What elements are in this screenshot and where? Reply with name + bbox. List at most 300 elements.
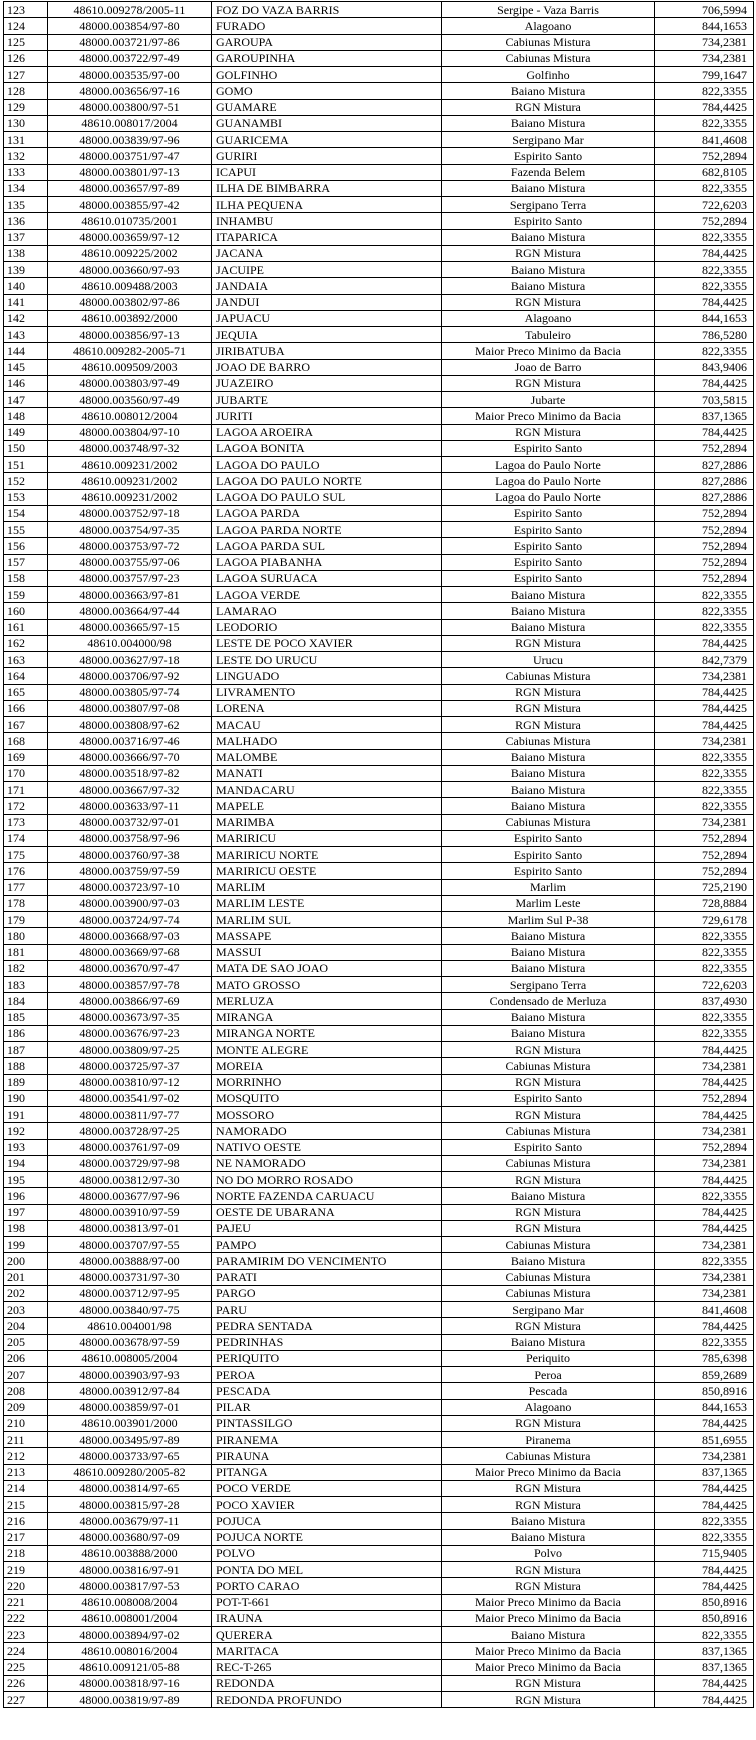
row-number: 135 [4,197,48,213]
table-row [4,733,754,749]
table-row [4,1432,754,1448]
field-name: GAROUPA [212,34,442,50]
oil-stream: Condensado de Merluza [442,993,655,1009]
field-name: IRAUNA [212,1610,442,1626]
oil-stream: Espirito Santo [442,213,655,229]
oil-stream: Urucu [442,652,655,668]
field-name: MERLUZA [212,993,442,1009]
process-number: 48610.008016/2004 [48,1643,212,1659]
row-number: 126 [4,50,48,66]
process-number: 48000.003819/97-89 [48,1692,212,1708]
process-number: 48000.003748/97-32 [48,440,212,456]
oil-stream: RGN Mistura [442,1042,655,1058]
price-value: 822,3355 [655,749,754,765]
oil-stream: Fazenda Belem [442,164,655,180]
oil-stream: Espirito Santo [442,570,655,586]
oil-stream: Espirito Santo [442,148,655,164]
process-number: 48000.003733/97-65 [48,1448,212,1464]
oil-stream: RGN Mistura [442,1675,655,1691]
oil-stream: Tabuleiro [442,327,655,343]
process-number: 48000.003663/97-81 [48,587,212,603]
table-row [4,798,754,814]
price-value: 822,3355 [655,229,754,245]
table-row [4,1107,754,1123]
table-row [4,1090,754,1106]
field-name: LAGOA PARDA [212,505,442,521]
oil-stream: Espirito Santo [442,847,655,863]
row-number: 216 [4,1513,48,1529]
oil-stream: Joao de Barro [442,359,655,375]
oil-stream: Baiano Mistura [442,603,655,619]
price-value: 784,4425 [655,684,754,700]
price-value: 734,2381 [655,34,754,50]
price-value: 837,1365 [655,1659,754,1675]
table-row [4,99,754,115]
oil-stream: Marlim Leste [442,895,655,911]
price-value: 752,2894 [655,440,754,456]
price-value: 822,3355 [655,798,754,814]
price-value: 784,4425 [655,1415,754,1431]
table-row [4,847,754,863]
row-number: 171 [4,782,48,798]
table-row [4,310,754,326]
row-number: 225 [4,1659,48,1675]
process-number: 48000.003801/97-13 [48,164,212,180]
row-number: 195 [4,1172,48,1188]
price-value: 729,6178 [655,912,754,928]
row-number: 147 [4,392,48,408]
price-value: 841,4608 [655,132,754,148]
price-value: 734,2381 [655,668,754,684]
price-value: 843,9406 [655,359,754,375]
field-name: JACUIPE [212,262,442,278]
row-number: 153 [4,489,48,505]
price-value: 682,8105 [655,164,754,180]
table-row [4,1237,754,1253]
row-number: 125 [4,34,48,50]
table-row [4,1513,754,1529]
process-number: 48000.003761/97-09 [48,1139,212,1155]
process-number: 48000.003712/97-95 [48,1285,212,1301]
process-number: 48000.003753/97-72 [48,538,212,554]
row-number: 154 [4,505,48,521]
price-value: 822,3355 [655,278,754,294]
oil-stream: Espirito Santo [442,863,655,879]
row-number: 194 [4,1155,48,1171]
field-name: MANATI [212,765,442,781]
price-value: 722,6203 [655,977,754,993]
table-row [4,1302,754,1318]
field-name: ILHA PEQUENA [212,197,442,213]
field-name: JACANA [212,245,442,261]
field-name: MANDACARU [212,782,442,798]
table-row [4,1318,754,1334]
table-row [4,1529,754,1545]
row-number: 221 [4,1594,48,1610]
table-row [4,18,754,34]
row-number: 205 [4,1334,48,1350]
row-number: 196 [4,1188,48,1204]
oil-stream: Baiano Mistura [442,765,655,781]
row-number: 188 [4,1058,48,1074]
table-row [4,993,754,1009]
table-row [4,67,754,83]
oil-stream: RGN Mistura [442,635,655,651]
oil-stream: RGN Mistura [442,1107,655,1123]
field-name: JANDUI [212,294,442,310]
process-number: 48610.008017/2004 [48,115,212,131]
row-number: 131 [4,132,48,148]
table-row [4,538,754,554]
price-value: 784,4425 [655,1172,754,1188]
oil-stream: Baiano Mistura [442,587,655,603]
oil-stream: Espirito Santo [442,522,655,538]
process-number: 48000.003809/97-25 [48,1042,212,1058]
row-number: 220 [4,1578,48,1594]
row-number: 167 [4,717,48,733]
table-row [4,505,754,521]
table-row [4,912,754,928]
table-row [4,635,754,651]
process-number: 48000.003677/97-96 [48,1188,212,1204]
price-value: 734,2381 [655,1155,754,1171]
row-number: 212 [4,1448,48,1464]
table-row [4,1545,754,1561]
field-name: FOZ DO VAZA BARRIS [212,2,442,18]
row-number: 176 [4,863,48,879]
table-row [4,132,754,148]
table-row [4,115,754,131]
row-number: 191 [4,1107,48,1123]
price-value: 784,4425 [655,700,754,716]
process-number: 48000.003670/97-47 [48,960,212,976]
row-number: 193 [4,1139,48,1155]
table-row [4,1610,754,1626]
oil-stream: Maior Preco Minimo da Bacia [442,1659,655,1675]
process-number: 48000.003812/97-30 [48,1172,212,1188]
field-name: OESTE DE UBARANA [212,1204,442,1220]
table-row [4,1480,754,1496]
field-name: MARIRICU OESTE [212,863,442,879]
process-number: 48000.003656/97-16 [48,83,212,99]
row-number: 156 [4,538,48,554]
row-number: 133 [4,164,48,180]
table-row [4,928,754,944]
oil-stream: Espirito Santo [442,554,655,570]
price-value: 837,1365 [655,1464,754,1480]
price-value: 844,1653 [655,310,754,326]
table-row [4,148,754,164]
field-name: MALOMBE [212,749,442,765]
row-number: 124 [4,18,48,34]
process-number: 48000.003855/97-42 [48,197,212,213]
table-row [4,1464,754,1480]
process-number: 48000.003669/97-68 [48,944,212,960]
price-value: 784,4425 [655,375,754,391]
price-value: 784,4425 [655,1220,754,1236]
table-row [4,1659,754,1675]
oil-stream: Alagoano [442,1399,655,1415]
field-name: PAJEU [212,1220,442,1236]
field-name: JAPUACU [212,310,442,326]
field-name: MARIRICU NORTE [212,847,442,863]
table-row [4,180,754,196]
process-number: 48000.003807/97-08 [48,700,212,716]
oil-stream: Maior Preco Minimo da Bacia [442,1610,655,1626]
table-row [4,895,754,911]
field-name: PAMPO [212,1237,442,1253]
oil-stream: Marlim [442,879,655,895]
field-name: POT-T-661 [212,1594,442,1610]
price-value: 784,4425 [655,1042,754,1058]
field-name: LAGOA DO PAULO SUL [212,489,442,505]
process-number: 48000.003808/97-62 [48,717,212,733]
row-number: 161 [4,619,48,635]
price-value: 784,4425 [655,1578,754,1594]
oil-stream: Pescada [442,1383,655,1399]
row-number: 177 [4,879,48,895]
process-number: 48000.003668/97-03 [48,928,212,944]
oil-stream: Baiano Mistura [442,83,655,99]
field-name: LAGOA DO PAULO NORTE [212,473,442,489]
oil-stream: Marlim Sul P-38 [442,912,655,928]
price-value: 734,2381 [655,814,754,830]
field-name: PONTA DO MEL [212,1562,442,1578]
table-row [4,814,754,830]
table-row [4,570,754,586]
row-number: 172 [4,798,48,814]
field-name: POCO XAVIER [212,1497,442,1513]
oil-stream: Cabiunas Mistura [442,1155,655,1171]
row-number: 142 [4,310,48,326]
oil-stream: Espirito Santo [442,440,655,456]
price-value: 706,5994 [655,2,754,18]
table-row [4,1692,754,1708]
process-number: 48610.009280/2005-82 [48,1464,212,1480]
process-number: 48000.003912/97-84 [48,1383,212,1399]
process-number: 48610.009282-2005-71 [48,343,212,359]
price-value: 837,1365 [655,1643,754,1659]
price-value: 827,2886 [655,489,754,505]
process-number: 48000.003627/97-18 [48,652,212,668]
field-name: PARAMIRIM DO VENCIMENTO [212,1253,442,1269]
process-number: 48000.003751/97-47 [48,148,212,164]
table-row [4,1253,754,1269]
oil-stream: Cabiunas Mistura [442,50,655,66]
field-name: NATIVO OESTE [212,1139,442,1155]
process-number: 48000.003659/97-12 [48,229,212,245]
row-number: 185 [4,1009,48,1025]
process-number: 48000.003680/97-09 [48,1529,212,1545]
process-number: 48000.003839/97-96 [48,132,212,148]
field-name: JANDAIA [212,278,442,294]
table-row [4,700,754,716]
field-name: PARGO [212,1285,442,1301]
row-number: 160 [4,603,48,619]
row-number: 140 [4,278,48,294]
oil-stream: Maior Preco Minimo da Bacia [442,1643,655,1659]
row-number: 159 [4,587,48,603]
row-number: 145 [4,359,48,375]
field-name: LIVRAMENTO [212,684,442,700]
table-row [4,863,754,879]
oil-stream: Cabiunas Mistura [442,814,655,830]
oil-stream: Lagoa do Paulo Norte [442,457,655,473]
price-value: 827,2886 [655,457,754,473]
price-value: 822,3355 [655,587,754,603]
price-value: 837,4930 [655,993,754,1009]
process-number: 48000.003802/97-86 [48,294,212,310]
row-number: 208 [4,1383,48,1399]
row-number: 204 [4,1318,48,1334]
price-value: 715,9405 [655,1545,754,1561]
process-number: 48000.003856/97-13 [48,327,212,343]
oil-stream: Baiano Mistura [442,960,655,976]
process-number: 48000.003731/97-30 [48,1269,212,1285]
field-name: MARLIM [212,879,442,895]
row-number: 132 [4,148,48,164]
table-row [4,457,754,473]
process-number: 48000.003732/97-01 [48,814,212,830]
process-number: 48610.008012/2004 [48,408,212,424]
process-number: 48000.003757/97-23 [48,570,212,586]
oil-stream: Baiano Mistura [442,1529,655,1545]
price-value: 837,1365 [655,408,754,424]
field-name: NE NAMORADO [212,1155,442,1171]
process-number: 48000.003800/97-51 [48,99,212,115]
table-row [4,977,754,993]
field-name: LAGOA PIABANHA [212,554,442,570]
row-number: 190 [4,1090,48,1106]
row-number: 202 [4,1285,48,1301]
table-row [4,603,754,619]
price-value: 725,2190 [655,879,754,895]
field-name: MOSSORO [212,1107,442,1123]
row-number: 136 [4,213,48,229]
process-number: 48000.003673/97-35 [48,1009,212,1025]
process-number: 48000.003816/97-91 [48,1562,212,1578]
oil-stream: Espirito Santo [442,505,655,521]
row-number: 209 [4,1399,48,1415]
field-name: ITAPARICA [212,229,442,245]
field-name: MARLIM LESTE [212,895,442,911]
oil-stream: RGN Mistura [442,1562,655,1578]
price-value: 822,3355 [655,1627,754,1643]
table-row [4,619,754,635]
field-name: GUAMARE [212,99,442,115]
oil-stream: RGN Mistura [442,1692,655,1708]
field-name: MASSAPE [212,928,442,944]
row-number: 149 [4,424,48,440]
row-number: 217 [4,1529,48,1545]
oil-stream: RGN Mistura [442,684,655,700]
table-row [4,1188,754,1204]
price-value: 822,3355 [655,603,754,619]
row-number: 227 [4,1692,48,1708]
field-name: LAGOA SURUACA [212,570,442,586]
process-number: 48610.010735/2001 [48,213,212,229]
table-row [4,1367,754,1383]
price-value: 784,4425 [655,294,754,310]
price-value: 784,4425 [655,1497,754,1513]
process-number: 48000.003724/97-74 [48,912,212,928]
process-number: 48000.003910/97-59 [48,1204,212,1220]
price-value: 786,5280 [655,327,754,343]
table-row [4,1350,754,1366]
process-number: 48610.008005/2004 [48,1350,212,1366]
oil-stream: RGN Mistura [442,245,655,261]
price-value: 850,8916 [655,1610,754,1626]
oil-stream: RGN Mistura [442,1318,655,1334]
price-value: 851,6955 [655,1432,754,1448]
oil-stream: Sergipano Mar [442,1302,655,1318]
price-value: 734,2381 [655,1237,754,1253]
row-number: 210 [4,1415,48,1431]
row-number: 180 [4,928,48,944]
oil-stream: Maior Preco Minimo da Bacia [442,408,655,424]
process-number: 48000.003722/97-49 [48,50,212,66]
field-name: PEDRA SENTADA [212,1318,442,1334]
price-value: 752,2894 [655,213,754,229]
oil-stream: Cabiunas Mistura [442,1285,655,1301]
row-number: 128 [4,83,48,99]
row-number: 222 [4,1610,48,1626]
process-number: 48000.003535/97-00 [48,67,212,83]
process-number: 48610.008001/2004 [48,1610,212,1626]
table-row [4,1139,754,1155]
price-value: 822,3355 [655,765,754,781]
field-name: MATO GROSSO [212,977,442,993]
row-number: 163 [4,652,48,668]
oil-stream: Sergipano Terra [442,197,655,213]
table-row [4,1627,754,1643]
field-name: ILHA DE BIMBARRA [212,180,442,196]
table-row [4,489,754,505]
price-value: 822,3355 [655,115,754,131]
oil-stream: Peroa [442,1367,655,1383]
process-number: 48000.003633/97-11 [48,798,212,814]
table-row [4,879,754,895]
price-value: 784,4425 [655,1675,754,1691]
field-name: LAGOA DO PAULO [212,457,442,473]
process-number: 48000.003725/97-37 [48,1058,212,1074]
price-value: 859,2689 [655,1367,754,1383]
oil-stream: Cabiunas Mistura [442,668,655,684]
row-number: 224 [4,1643,48,1659]
oil-stream: Baiano Mistura [442,278,655,294]
row-number: 181 [4,944,48,960]
price-value: 827,2886 [655,473,754,489]
table-row [4,1123,754,1139]
field-name: GUANAMBI [212,115,442,131]
price-value: 850,8916 [655,1383,754,1399]
oil-stream: Baiano Mistura [442,115,655,131]
process-number: 48000.003660/97-93 [48,262,212,278]
row-number: 201 [4,1269,48,1285]
oil-stream: Sergipe - Vaza Barris [442,2,655,18]
table-row [4,50,754,66]
process-number: 48000.003541/97-02 [48,1090,212,1106]
process-number: 48610.009231/2002 [48,489,212,505]
field-name: LORENA [212,700,442,716]
row-number: 207 [4,1367,48,1383]
table-row [4,944,754,960]
field-name: LAGOA PARDA SUL [212,538,442,554]
row-number: 166 [4,700,48,716]
process-number: 48000.003817/97-53 [48,1578,212,1594]
process-number: 48000.003678/97-59 [48,1334,212,1350]
process-number: 48610.003892/2000 [48,310,212,326]
